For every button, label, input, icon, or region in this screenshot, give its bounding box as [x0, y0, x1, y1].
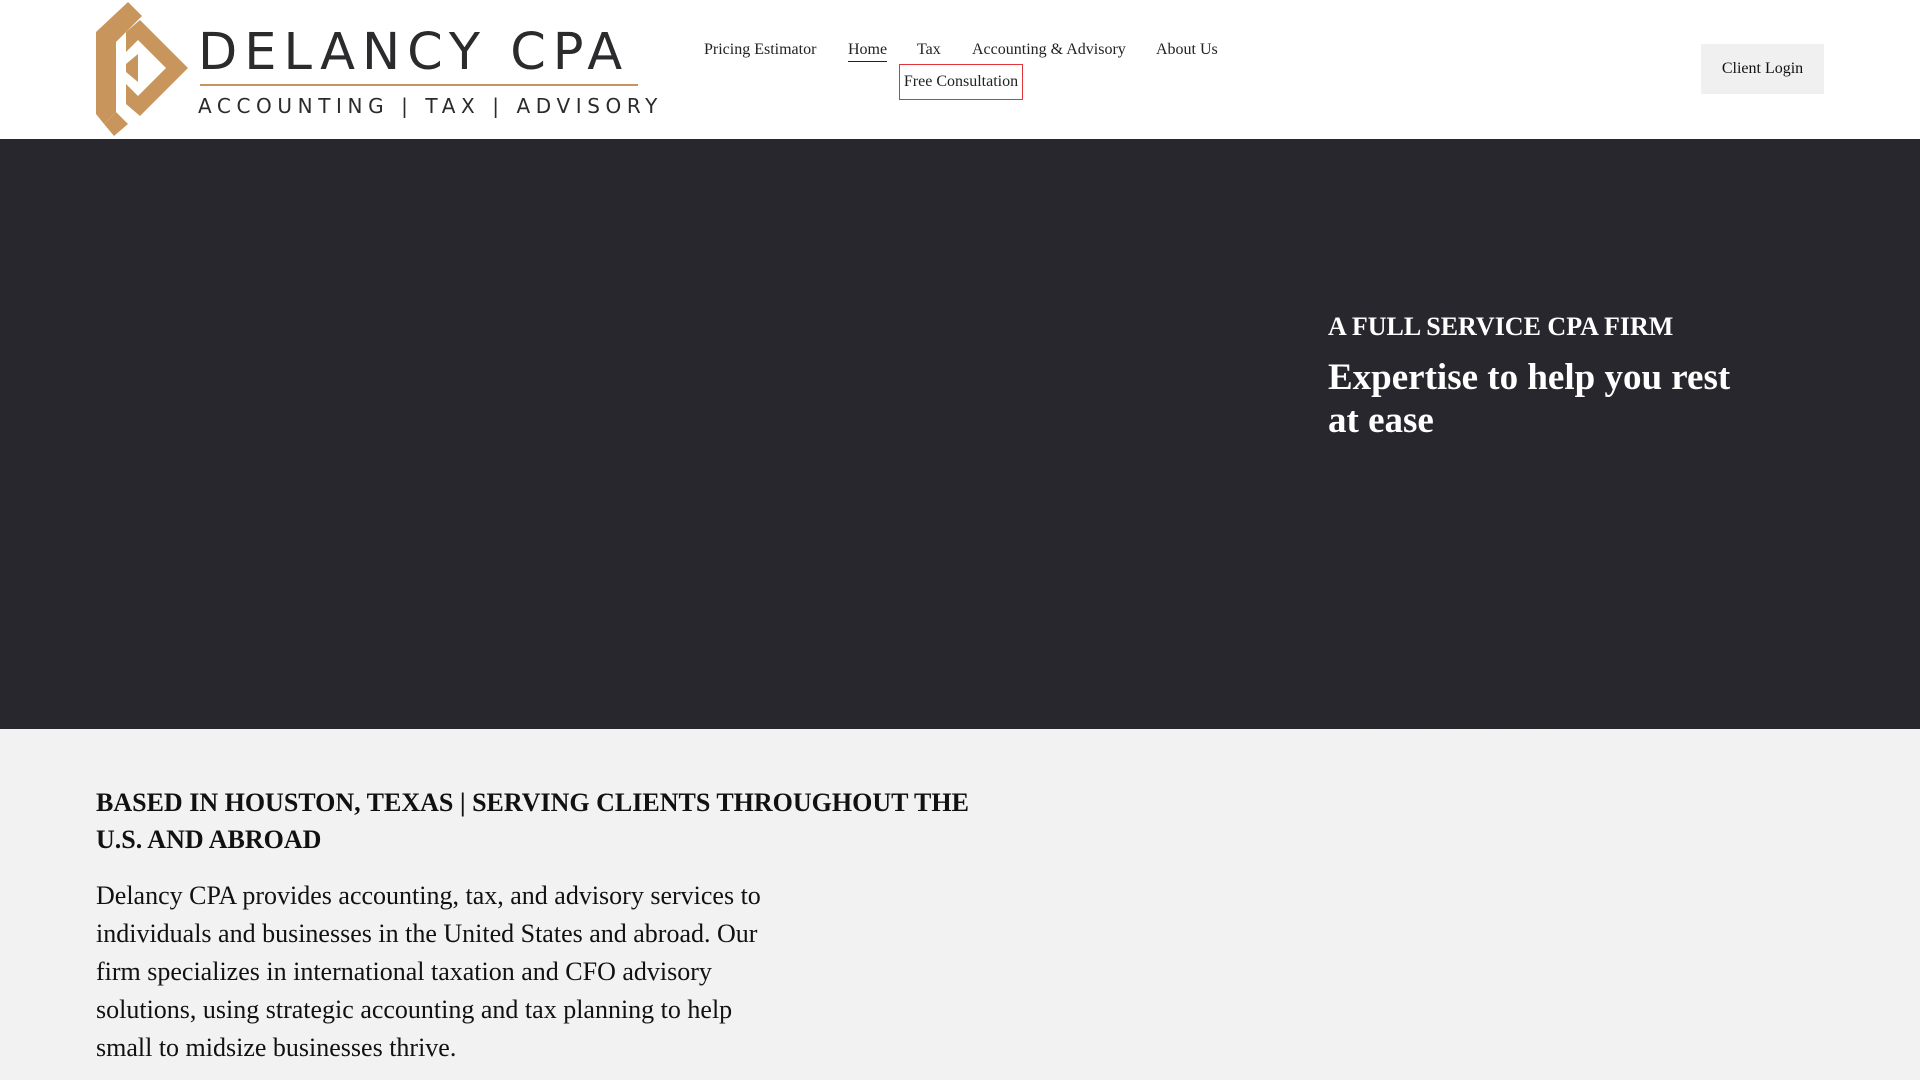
hero-wave-divider — [0, 600, 1920, 740]
logo-mark-icon — [96, 2, 188, 136]
client-login-button[interactable]: Client Login — [1701, 44, 1824, 94]
logo-wordmark: DELANCY CPA — [198, 23, 630, 82]
logo[interactable] — [96, 2, 663, 136]
hero-title: Expertise to help you rest at ease — [1328, 357, 1731, 441]
logo-tagline: ACCOUNTING | TAX | ADVISORY — [198, 94, 663, 118]
nav-pricing-estimator[interactable]: Pricing Estimator — [704, 41, 817, 58]
nav-tax[interactable]: Tax — [917, 41, 941, 58]
location-heading: BASED IN HOUSTON, TEXAS | SERVING CLIENTS THROUGHOUT THE U.S. AND ABROAD — [96, 788, 969, 854]
nav-about-us[interactable]: About Us — [1156, 41, 1218, 58]
logo-divider — [200, 84, 638, 86]
free-consultation-button[interactable]: Free Consultation — [899, 64, 1023, 100]
nav-accounting-advisory[interactable]: Accounting & Advisory — [972, 41, 1126, 58]
about-paragraph: Delancy CPA provides accounting, tax, and advisory services to individuals and businesses in the United States and abroad. Our firm specializes in international taxation and CFO advisory solutions, using strategic accounting and tax planning to help small to midsize businesses thrive. — [96, 881, 761, 1062]
nav-home[interactable]: Home — [848, 40, 887, 62]
site-header — [0, 0, 1920, 139]
hero-eyebrow: A FULL SERVICE CPA FIRM — [1328, 312, 1674, 341]
